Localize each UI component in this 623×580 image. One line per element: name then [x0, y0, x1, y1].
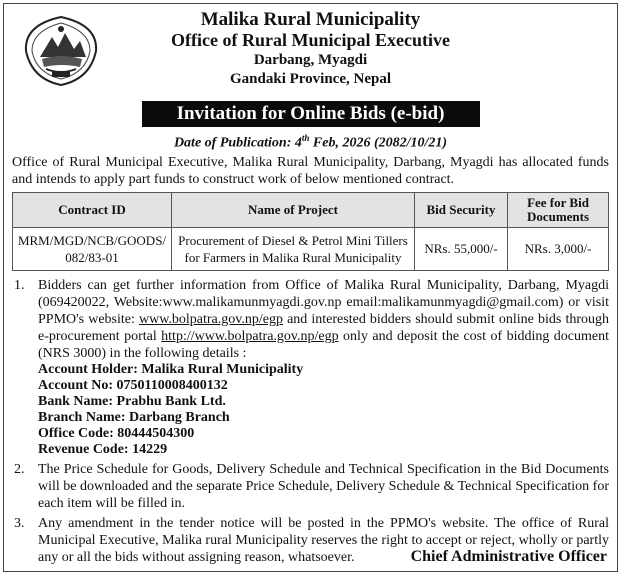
col-fee: Fee for Bid Documents: [508, 192, 609, 227]
tender-notice: [3, 3, 618, 572]
office-location: Darbang, Myagdi: [253, 52, 368, 68]
col-bid-security: Bid Security: [415, 192, 508, 227]
bid-table: [12, 192, 609, 271]
list-item: [12, 461, 609, 512]
col-project-name: Name of Project: [172, 192, 415, 227]
nepal-emblem-icon: [18, 11, 104, 89]
cell-fee: NRs. 3,000/-: [508, 227, 609, 270]
list-item: [12, 277, 609, 458]
item-text: The Price Schedule for Goods, Delivery Schedule and Technical Specification in the Bid Documents will be downloaded and the separate Price Schedule, Delivery Schedule & Technical Specification for each item will be filled in.: [38, 461, 610, 511]
office-name: Office of Rural Municipal Executive: [171, 30, 450, 50]
publication-date-prefix: Date of Publication: 4: [173, 135, 302, 151]
table-row: [13, 227, 609, 270]
publication-date-sup: th: [301, 133, 310, 143]
item-text: Bidders can get further information from Office of Malika Rural Municipality, Darbang, Myagdi (069420022, Website:www.malikamunmyagdi.gov.np email:malikamunmyagdi@gmail.com) or visit PPMO's website:: [38, 277, 609, 327]
revenue-code: Revenue Code: 14229: [38, 441, 168, 457]
item-number: 1.: [14, 277, 25, 293]
cell-bid-security: NRs. 55,000/-: [415, 227, 508, 270]
item-text: and interested bidders should submit online bids through e-procurement portal: [38, 311, 609, 344]
bank-name: Bank Name: Prabhu Bank Ltd.: [38, 393, 226, 409]
municipality-name: Malika Rural Municipality: [200, 9, 421, 30]
notice-header: [12, 9, 609, 99]
col-contract-id: Contract ID: [13, 192, 172, 227]
signatory-title: Chief Administrative Officer: [410, 548, 607, 565]
account-number: Account No: 0750110008400132: [38, 377, 228, 393]
notice-title: Invitation for Online Bids (e-bid): [142, 101, 480, 127]
instructions-list: [12, 277, 609, 566]
cell-contract-id: MRM/MGD/NCB/GOODS/ 082/83-01: [13, 227, 172, 270]
intro-paragraph: Office of Rural Municipal Executive, Malika Rural Municipality, Darbang, Myagdi has allocated funds and intends to apply part funds to construct work of below mentioned contract.: [12, 154, 609, 187]
publication-date-suffix: Feb, 2026 (2082/10/21): [309, 135, 448, 151]
item-number: 2.: [14, 461, 25, 477]
table-header-row: [13, 192, 609, 227]
province-country: Gandaki Province, Nepal: [230, 71, 391, 87]
e-procurement-link[interactable]: http://www.bolpatra.gov.np/egp: [161, 328, 339, 344]
item-number: 3.: [14, 515, 25, 531]
branch-name: Branch Name: Darbang Branch: [38, 409, 230, 425]
office-code: Office Code: 80444504300: [38, 425, 195, 441]
account-holder: Account Holder: Malika Rural Municipality: [38, 361, 304, 377]
ppmo-link[interactable]: www.bolpatra.gov.np/egp: [138, 311, 283, 327]
cell-project-name: Procurement of Diesel & Petrol Mini Tillers for Farmers in Malika Rural Municipality: [172, 227, 415, 270]
bank-account-details: [38, 362, 609, 458]
item-text: Any amendment in the tender notice will be posted in the PPMO's website. The office of Rural Municipal Executive, Malika rural Municipality reserves the right to accept or reject, wholly or partly any or all the bids without assigning reason, whatsoever.: [38, 515, 609, 565]
publication-date: [12, 129, 609, 153]
item-text: only and deposit the cost of bidding document (NRS 3000) in the following details :: [38, 328, 609, 361]
